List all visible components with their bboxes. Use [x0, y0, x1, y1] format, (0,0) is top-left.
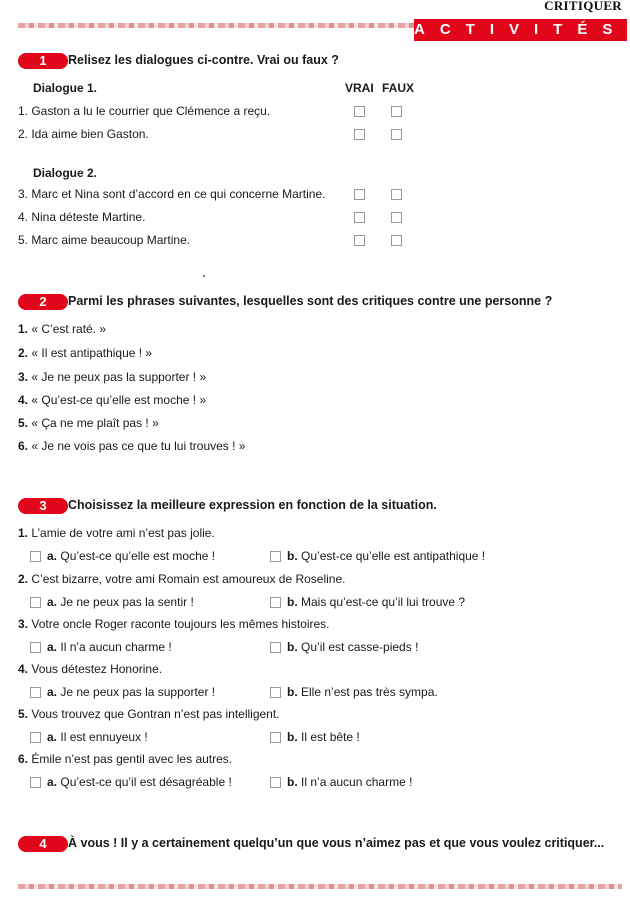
option-b-checkbox-5[interactable] — [270, 732, 281, 743]
ex3-option-a-6 — [47, 775, 232, 789]
option-a-checkbox-6[interactable] — [30, 777, 41, 788]
exercise-4-badge: 4 — [18, 836, 68, 852]
ex2-item-number: 6. — [18, 439, 29, 453]
vrai-checkbox-4[interactable] — [354, 212, 365, 223]
exercise-1-title: Relisez les dialogues ci-contre. Vrai ou faux ? — [68, 53, 339, 67]
ex3-option-b-1 — [287, 549, 485, 563]
ex3-option-b-3 — [287, 640, 418, 654]
ex2-item-text: « Ça ne me plaît pas ! » — [31, 416, 159, 430]
page-section-title: CRITIQUER — [544, 0, 622, 13]
option-b-label: b. — [287, 640, 298, 654]
option-a-checkbox-1[interactable] — [30, 551, 41, 562]
ex3-item-number: 4. — [18, 662, 29, 676]
ex2-item-number: 5. — [18, 416, 29, 430]
option-b-checkbox-3[interactable] — [270, 642, 281, 653]
option-b-label: b. — [287, 730, 298, 744]
ex3-situation-2 — [18, 572, 346, 586]
ex3-item-number: 3. — [18, 617, 29, 631]
option-a-label: a. — [47, 775, 58, 789]
exercise-3-title: Choisissez la meilleure expression en fonction de la situation. — [68, 498, 437, 512]
ex3-option-b-6 — [287, 775, 412, 789]
ex1-item-4: 4. Nina déteste Martine. — [18, 210, 146, 224]
faux-checkbox-2[interactable] — [391, 129, 402, 140]
ex3-situation-text: Votre oncle Roger raconte toujours les mêmes histoires. — [31, 617, 330, 631]
option-a-text: Je ne peux pas la supporter ! — [60, 685, 216, 699]
ex3-item-number: 6. — [18, 752, 29, 766]
ex1-item-2: 2. Ida aime bien Gaston. — [18, 127, 149, 141]
ex3-option-a-2 — [47, 595, 194, 609]
faux-checkbox-5[interactable] — [391, 235, 402, 246]
dialogue-1-heading: Dialogue 1. — [33, 81, 98, 95]
decorative-strip-bottom — [18, 884, 622, 889]
ex3-situation-text: Vous trouvez que Gontran n’est pas intelligent. — [31, 707, 280, 721]
option-a-text: Qu’est-ce qu’elle est moche ! — [60, 549, 216, 563]
ex3-situation-3 — [18, 617, 330, 631]
faux-checkbox-1[interactable] — [391, 106, 402, 117]
option-a-text: Je ne peux pas la sentir ! — [60, 595, 194, 609]
ex3-option-a-5 — [47, 730, 148, 744]
ex1-item-1: 1. Gaston a lu le courrier que Clémence a reçu. — [18, 104, 271, 118]
option-a-label: a. — [47, 685, 58, 699]
ex3-item-number: 2. — [18, 572, 29, 586]
option-b-label: b. — [287, 685, 298, 699]
exercise-2-title: Parmi les phrases suivantes, lesquelles sont des critiques contre une personne ? — [68, 294, 553, 308]
option-b-label: b. — [287, 775, 298, 789]
ex2-item-2 — [18, 346, 152, 360]
option-b-text: Qu’est-ce qu’elle est antipathique ! — [301, 549, 486, 563]
exercise-1-badge: 1 — [18, 53, 68, 69]
ex3-situation-text: Vous détestez Honorine. — [31, 662, 163, 676]
option-a-checkbox-2[interactable] — [30, 597, 41, 608]
ex3-situation-text: L’amie de votre ami n’est pas jolie. — [31, 526, 215, 540]
ex3-situation-text: Émile n’est pas gentil avec les autres. — [31, 752, 233, 766]
ex3-option-a-3 — [47, 640, 172, 654]
option-a-checkbox-5[interactable] — [30, 732, 41, 743]
option-a-checkbox-4[interactable] — [30, 687, 41, 698]
ex2-item-number: 4. — [18, 393, 29, 407]
ex2-item-3 — [18, 370, 206, 384]
ex2-item-text: « Il est antipathique ! » — [31, 346, 153, 360]
option-b-text: Elle n’est pas très sympa. — [301, 685, 438, 699]
ex2-item-4 — [18, 393, 206, 407]
ex1-item-3: 3. Marc et Nina sont d’accord en ce qui concerne Martine. — [18, 187, 326, 201]
ex2-item-number: 3. — [18, 370, 29, 384]
ex2-item-text: « Je ne peux pas la supporter ! » — [31, 370, 207, 384]
option-b-text: Il n’a aucun charme ! — [301, 775, 413, 789]
ex3-option-b-2 — [287, 595, 465, 609]
exercise-2-badge: 2 — [18, 294, 68, 310]
option-a-label: a. — [47, 640, 58, 654]
option-a-checkbox-3[interactable] — [30, 642, 41, 653]
vrai-checkbox-5[interactable] — [354, 235, 365, 246]
ex3-situation-text: C’est bizarre, votre ami Romain est amoureux de Roseline. — [31, 572, 346, 586]
option-b-label: b. — [287, 549, 298, 563]
option-b-text: Qu’il est casse-pieds ! — [301, 640, 419, 654]
ex3-option-a-1 — [47, 549, 215, 563]
col-vrai: VRAI — [345, 81, 374, 95]
ex3-situation-4 — [18, 662, 162, 676]
vrai-checkbox-2[interactable] — [354, 129, 365, 140]
col-faux: FAUX — [382, 81, 415, 95]
vrai-checkbox-3[interactable] — [354, 189, 365, 200]
option-b-checkbox-4[interactable] — [270, 687, 281, 698]
ex3-item-number: 1. — [18, 526, 29, 540]
ex2-item-text: « C’est raté. » — [31, 322, 107, 336]
option-a-text: Il n’a aucun charme ! — [60, 640, 172, 654]
ex3-option-b-5 — [287, 730, 360, 744]
option-b-text: Mais qu’est-ce qu’il lui trouve ? — [301, 595, 466, 609]
faux-checkbox-4[interactable] — [391, 212, 402, 223]
dialogue-2-heading: Dialogue 2. — [33, 166, 98, 180]
exercise-4-title: À vous ! Il y a certainement quelqu’un que vous n’aimez pas et que vous voulez critiquer... — [68, 836, 605, 850]
ex2-item-number: 1. — [18, 322, 29, 336]
option-b-label: b. — [287, 595, 298, 609]
print-speck — [203, 275, 205, 277]
faux-checkbox-3[interactable] — [391, 189, 402, 200]
option-b-text: Il est bête ! — [301, 730, 360, 744]
exercise-3-badge: 3 — [18, 498, 68, 514]
ex2-item-5 — [18, 416, 159, 430]
option-b-checkbox-2[interactable] — [270, 597, 281, 608]
ex3-item-number: 5. — [18, 707, 29, 721]
ex1-item-5: 5. Marc aime beaucoup Martine. — [18, 233, 191, 247]
ex3-situation-5 — [18, 707, 280, 721]
option-b-checkbox-1[interactable] — [270, 551, 281, 562]
ex3-option-a-4 — [47, 685, 215, 699]
option-a-label: a. — [47, 549, 58, 563]
ex3-situation-6 — [18, 752, 232, 766]
option-a-label: a. — [47, 730, 58, 744]
option-a-text: Qu’est-ce qu’il est désagréable ! — [60, 775, 232, 789]
decorative-strip-top — [18, 23, 414, 28]
ex3-situation-1 — [18, 526, 215, 540]
option-b-checkbox-6[interactable] — [270, 777, 281, 788]
ex3-option-b-4 — [287, 685, 438, 699]
ex2-item-6 — [18, 439, 245, 453]
option-a-text: Il est ennuyeux ! — [60, 730, 148, 744]
vrai-checkbox-1[interactable] — [354, 106, 365, 117]
ex2-item-1 — [18, 322, 106, 336]
ex2-item-text: « Qu’est-ce qu’elle est moche ! » — [31, 393, 207, 407]
ex2-item-number: 2. — [18, 346, 29, 360]
option-a-label: a. — [47, 595, 58, 609]
ex2-item-text: « Je ne vois pas ce que tu lui trouves ! » — [31, 439, 246, 453]
activities-banner: ACTIVITÉS — [414, 19, 627, 41]
